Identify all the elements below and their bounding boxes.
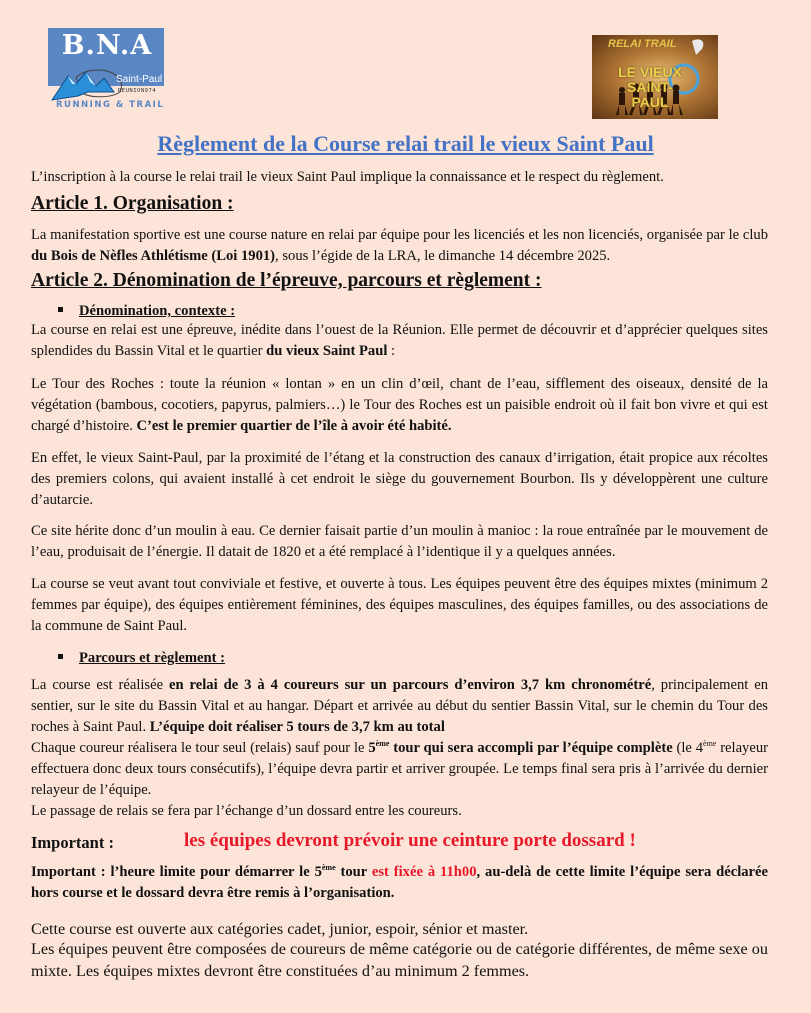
categories-paragraph: Cette course est ouverte aux catégories cadet, junior, espoir, sénior et master. bbox=[31, 920, 529, 938]
article-1-heading: Article 1. Organisation : bbox=[31, 193, 234, 214]
bna-logo-title: B.N.A bbox=[61, 30, 153, 61]
denomination-paragraph-4: Ce site hérite donc d’un moulin à eau. Ce dernier faisait partie d’un moulin à manioc : la roue entraînée par le mouvement de l’eau, produisait de l’énergie. Il datait de 1820 et a été remplacé à l’identique il y a quelques années. bbox=[31, 523, 768, 560]
article-1-paragraph: La manifestation sportive est une course nature en relai par équipe pour les licenciés et les non licenciés, organisée par le club du Bois de Nèfles Athlétisme (Loi 1901), sous l’égide de la LRA, le dimanche 14 décembre 2025. bbox=[31, 227, 768, 264]
parcours-paragraph-1: La course est réalisée en relai de 3 à 4 coureurs sur un parcours d’environ 3,7 km chronométré, principalement en sentier, sur le site du Bassin Vital et au hangar. Départ et arrivée au début du sentier Bassin Vital, sur le chemin du Tour des roches à Saint Paul. L’équipe doit réaliser 5 tours de 3,7 km au total bbox=[31, 677, 769, 735]
bullet-square-icon bbox=[58, 654, 63, 659]
bullet-square-icon bbox=[58, 307, 63, 312]
section-heading-denomination: Dénomination, contexte : bbox=[58, 303, 235, 320]
denomination-paragraph-1: La course en relai est une épreuve, inédite dans l’ouest de la Réunion. Elle permet de découvrir et d’apprécier quelques sites splendides du Bassin Vital et le quartier du vieux Saint Paul : bbox=[31, 322, 768, 359]
parcours-paragraph-2: Chaque coureur réalisera le tour seul (relais) sauf pour le 5ème tour qui sera accompli par l’équipe complète (le 4ème relayeur effectuera donc deux tours consécutifs), l’équipe devra partir et arriver groupée. Le temps final sera pris à l’arrivée du dernier relayeur de l’équipe. bbox=[31, 739, 768, 798]
important-message: les équipes devront prévoir une ceinture porte dossard ! bbox=[184, 830, 636, 851]
relai-trail-logo-top: RELAI TRAIL bbox=[608, 38, 677, 50]
bna-logo-city: Saint-Paul bbox=[116, 74, 163, 85]
bna-logo-tagline: RUNNING & TRAIL bbox=[56, 100, 165, 110]
denomination-paragraph-2: Le Tour des Roches : toute la réunion « lontan » en un clin d’œil, chant de l’eau, sifflement des oiseaux, densité de la végétation (bambous, cocotiers, papyrus, palmiers…) le Tour des Roches est un paisible endroit où il fait bon vivre et qui est chargé d’histoire. C’est le premier quartier de l’île à avoir été habité. bbox=[31, 376, 768, 434]
important-label: Important : bbox=[31, 833, 114, 852]
intro-paragraph: L’inscription à la course le relai trail le vieux Saint Paul implique la connaissance et le respect du règlement. bbox=[31, 169, 664, 185]
team-composition-paragraph: Les équipes peuvent être composées de coureurs de même catégorie ou de catégorie différentes, de même sexe ou mixte. Les équipes mixtes devront être constituées d’au minimum 2 femmes. bbox=[31, 940, 768, 980]
relai-trail-logo bbox=[592, 35, 718, 119]
document-title: Règlement de la Course relai trail le vieux Saint Paul bbox=[157, 131, 654, 156]
bna-logo-region: REUNION974 bbox=[118, 88, 157, 94]
relai-trail-logo-main: LE VIEUX SAINT-PAUL bbox=[618, 64, 682, 110]
bna-logo bbox=[48, 28, 166, 112]
denomination-paragraph-5: La course se veut avant tout conviviale et festive, et ouverte à tous. Les équipes peuvent être des équipes mixtes (minimum 2 femmes par équipe), des équipes entièrement féminines, des équipes masculines, des équipes familles, ou des associations de la commune de Saint Paul. bbox=[31, 576, 768, 634]
important-notice-time-limit: Important : l’heure limite pour démarrer le 5ème tour est fixée à 11h00, au-delà de cette limite l’équipe sera déclarée hors course et le dossard devra être remis à l’organisation. bbox=[31, 863, 768, 901]
denomination-paragraph-3: En effet, le vieux Saint-Paul, par la proximité de l’étang et la construction des canaux d’irrigation, était propice aux récoltes des premiers colons, qui avaient installé à cet endroit le siège du gouvernement Bourbon. Ils y développèrent une culture d’autarcie. bbox=[31, 450, 768, 508]
parcours-paragraph-3: Le passage de relais se fera par l’échange d’un dossard entre les coureurs. bbox=[31, 803, 462, 819]
article-2-heading: Article 2. Dénomination de l’épreuve, parcours et règlement : bbox=[31, 270, 542, 291]
section-heading-parcours: Parcours et règlement : bbox=[58, 650, 225, 667]
